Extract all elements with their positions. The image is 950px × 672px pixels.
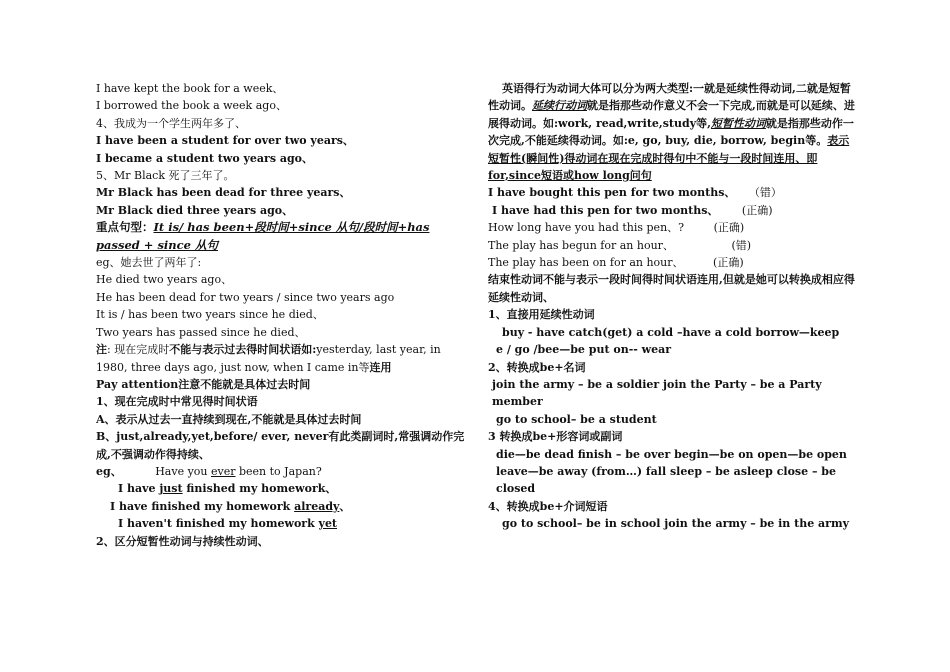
term-continuous: 延续行动词 [532,99,587,113]
intro-text: 英语得行为动词大体可以分为两大类型:一就是延续性得动词,二就是短暂性动词。 [488,82,851,113]
intro-paragraph [488,80,858,184]
example-text: finished my homework、 [182,482,337,496]
example-text: 、 [339,499,351,513]
intro-rule: 表示短暂性(瞬间性)得动词在现在完成时得句中不能与一段时间连用、即for,since短语或how long问句 [488,134,850,183]
text-line: I have been a student for over two years、 [96,134,354,148]
example-text: I have had this pen for two months、 [492,203,719,217]
example-text: I have bought this pen for two months、 [488,186,736,200]
text-line: A、表示从过去一直持续到现在,不能就是具体过去时间 [96,412,362,426]
example-text: The play has been on for an hour、 [488,256,684,270]
verdict: (正确) [741,203,773,217]
text-line: B、just,already,yet,before/ ever, never有此类副词时,常强调动作完成,不强调动作得持续、 [96,430,465,461]
example-text: I have finished my homework [110,499,295,513]
example-text: been to Japan? [235,464,322,478]
note-text-bold: 不能与表示过去得时间状语如: [169,343,317,357]
text-line: leave—be away (from…) fall sleep – be asleep close – be closed [496,464,836,496]
verdict: (正确) [713,256,744,270]
text-line: It is / has been two years since he died、 [96,308,324,322]
text-line: He died two years ago、 [96,273,233,287]
section-heading: 1、直接用延续性动词 [488,308,595,322]
text-line: 5、Mr Black 死了三年了。 [96,169,235,183]
text-line: I borrowed the book a week ago、 [96,99,287,113]
example-underlined: yet [318,517,338,531]
text-line: go to school– be a student [496,412,657,426]
note-tail: 连用 [369,360,392,374]
verdict: (正确) [713,221,745,235]
note-label: 注 [96,343,107,357]
key-sentence-pattern [96,219,466,254]
right-column [488,80,858,533]
example-underlined: ever [211,464,236,478]
example-line [488,184,858,201]
note-paragraph [96,341,466,376]
text-line: Mr Black has been dead for three years、 [96,186,351,200]
example-text: How long have you had this pen、? [488,221,685,235]
text-line: I have kept the book for a week、 [96,82,284,95]
text-line: He has been dead for two years / since two years ago [96,290,395,304]
example-line [96,480,466,497]
text-line: die—be dead finish – be over begin—be on open—be open [496,447,847,461]
intro-text: 就是指那些动作意义不会一下完成,而就是可以延续、进展得动词。如:work, read,write,study等, [488,99,855,130]
example-line [488,254,858,271]
example-line [96,515,466,532]
example-line [96,498,466,515]
example-text: Have you [155,464,211,478]
example-text: I have [118,482,160,496]
pattern-formula: It is/ has been+段时间+since 从句/段时间+has passed + since 从句 [96,220,430,252]
term-momentary: 短暂性动词 [710,116,766,130]
text-line: buy - have catch(get) a cold –have a cold borrow—keep [502,325,840,339]
example-line [96,463,466,480]
text-line: eg、她去世了两年了: [96,256,202,270]
pattern-label: 重点句型： [96,220,154,235]
example-text: I haven't finished my homework [118,517,319,531]
text-line: Pay attention注意不能就是具体过去时间 [96,377,311,391]
text-line: e / go /bee—be put on-- wear [496,343,672,357]
verdict: (错) [731,238,752,252]
section-heading: 2、转换成be+名词 [488,360,586,374]
example-underlined: already [294,499,340,513]
left-column [96,80,466,550]
example-line [488,237,858,254]
text-line: join the army – be a soldier join the Party – be a Party member [492,377,822,409]
example-underlined: just [159,482,183,496]
text-line: 4、我成为一个学生两年多了、 [96,116,246,130]
example-line [488,219,858,236]
text-line: 2、区分短暂性动词与持续性动词、 [96,534,269,548]
text-line: 结束性动词不能与表示一段时间得时间状语连用,但就是她可以转换成相应得延续性动词、 [488,273,855,304]
intro-text: 就是指那些动作一次完成,不能延续得动词。如:e, go, buy, die, borrow, begin等。 [488,116,854,148]
text-line: Mr Black died three years ago、 [96,203,294,217]
example-text: The play has begun for an hour、 [488,238,674,252]
example-line [488,202,858,219]
eg-label: eg、 [96,464,122,478]
section-heading: 3 转换成be+形容词或副词 [488,430,623,444]
note-examples: yesterday, last year, in 1980, three days ago, just now, when I came in等 [96,343,441,374]
text-line: go to school– be in school join the army – be in the army [502,517,849,531]
text-line: Two years has passed since he died、 [96,325,306,339]
section-heading: 4、转换成be+介词短语 [488,499,608,513]
text-line: 1、现在完成时中常见得时间状语 [96,395,258,409]
note-text: : 现在完成时 [107,343,170,357]
verdict: （错） [748,186,782,200]
text-line: I became a student two years ago、 [96,151,313,165]
